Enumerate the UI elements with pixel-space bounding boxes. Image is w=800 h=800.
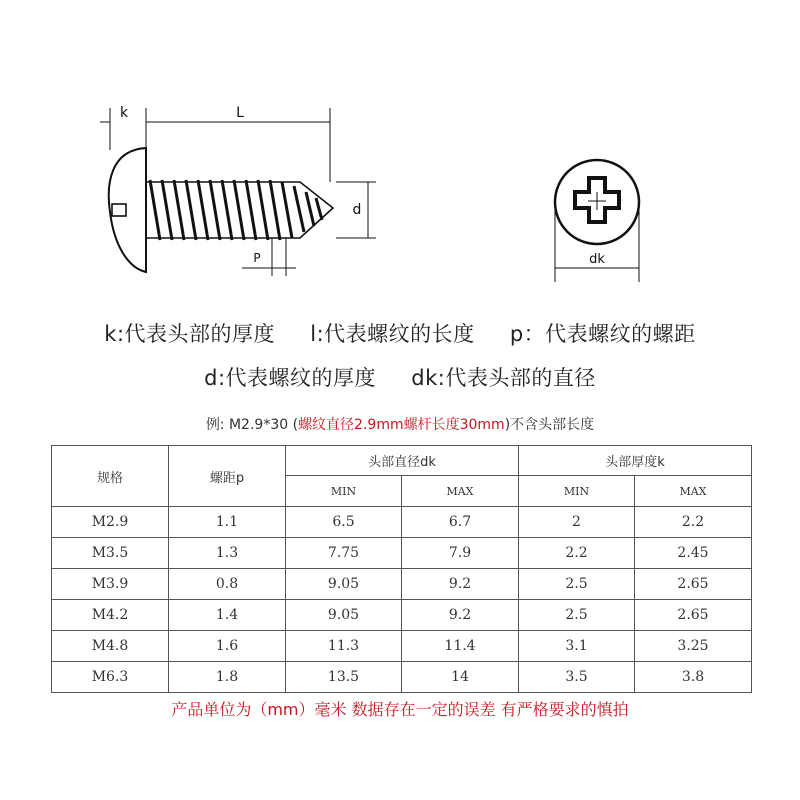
screw-technical-drawing: [0, 0, 800, 300]
cell-k-min: 2: [519, 507, 635, 538]
legend-d: d:代表螺纹的厚度: [204, 366, 377, 390]
table-row: [52, 538, 752, 569]
cell-k-max: 2.65: [635, 569, 752, 600]
cell-spec: M2.9: [52, 507, 169, 538]
example-highlight: 螺纹直径2.9mm螺杆长度30mm: [298, 417, 505, 433]
cell-spec: M6.3: [52, 662, 169, 693]
header-k-min: MIN: [519, 476, 635, 507]
table-row: [52, 569, 752, 600]
spec-table: [51, 445, 752, 693]
label-P: P: [253, 251, 261, 265]
cell-k-max: 3.25: [635, 631, 752, 662]
legend-l: l:代表螺纹的长度: [310, 322, 475, 346]
cell-k-max: 2.45: [635, 538, 752, 569]
disclaimer-note: 产品单位为（mm）毫米 数据存在一定的误差 有严格要求的慎拍: [171, 700, 629, 719]
cell-k-min: 2.5: [519, 569, 635, 600]
label-k: k: [119, 105, 129, 121]
cell-spec: M3.9: [52, 569, 169, 600]
cell-dk-min: 7.75: [286, 538, 402, 569]
legend-p: p：代表螺纹的螺距: [509, 322, 696, 346]
example-text: [0, 414, 800, 434]
cell-spec: M4.2: [52, 600, 169, 631]
legend-line-1: [0, 318, 800, 348]
header-head-thickness: 头部厚度k: [519, 446, 752, 476]
table-row: [52, 631, 752, 662]
cell-dk-max: 6.7: [402, 507, 519, 538]
legend-dk: dk:代表头部的直径: [411, 366, 596, 390]
label-d: d: [352, 202, 362, 218]
cell-pitch: 1.8: [169, 662, 286, 693]
cell-pitch: 1.1: [169, 507, 286, 538]
example-suffix: )不含头部长度: [504, 417, 595, 433]
cell-pitch: 1.6: [169, 631, 286, 662]
cell-dk-min: 13.5: [286, 662, 402, 693]
header-pitch: 螺距p: [169, 446, 286, 507]
cell-dk-max: 7.9: [402, 538, 519, 569]
header-dk-max: MAX: [402, 476, 519, 507]
table-header-row: [52, 446, 752, 476]
cell-dk-min: 9.05: [286, 569, 402, 600]
header-dk-min: MIN: [286, 476, 402, 507]
thread-pattern: [150, 180, 322, 240]
cell-dk-max: 9.2: [402, 600, 519, 631]
legend-line-2: [0, 362, 800, 392]
label-dk: dk: [589, 252, 605, 267]
cell-k-max: 3.8: [635, 662, 752, 693]
cell-dk-max: 9.2: [402, 569, 519, 600]
cell-dk-max: 14: [402, 662, 519, 693]
table-row: [52, 507, 752, 538]
cell-pitch: 1.4: [169, 600, 286, 631]
header-k-max: MAX: [635, 476, 752, 507]
cell-pitch: 0.8: [169, 569, 286, 600]
cell-k-min: 2.5: [519, 600, 635, 631]
cell-k-min: 2.2: [519, 538, 635, 569]
legend-k: k:代表头部的厚度: [104, 322, 276, 346]
cell-k-max: 2.65: [635, 600, 752, 631]
cell-k-min: 3.5: [519, 662, 635, 693]
table-row: [52, 600, 752, 631]
cell-pitch: 1.3: [169, 538, 286, 569]
table-row: [52, 662, 752, 693]
cell-spec: M4.8: [52, 631, 169, 662]
cell-dk-min: 9.05: [286, 600, 402, 631]
cell-dk-max: 11.4: [402, 631, 519, 662]
example-prefix: 例: M2.9*30 (: [205, 417, 299, 433]
cell-k-min: 3.1: [519, 631, 635, 662]
header-spec: 规格: [52, 446, 169, 507]
cell-dk-min: 11.3: [286, 631, 402, 662]
cell-dk-min: 6.5: [286, 507, 402, 538]
cell-spec: M3.5: [52, 538, 169, 569]
label-L: L: [236, 105, 244, 121]
header-head-diameter: 头部直径dk: [286, 446, 519, 476]
cell-k-max: 2.2: [635, 507, 752, 538]
